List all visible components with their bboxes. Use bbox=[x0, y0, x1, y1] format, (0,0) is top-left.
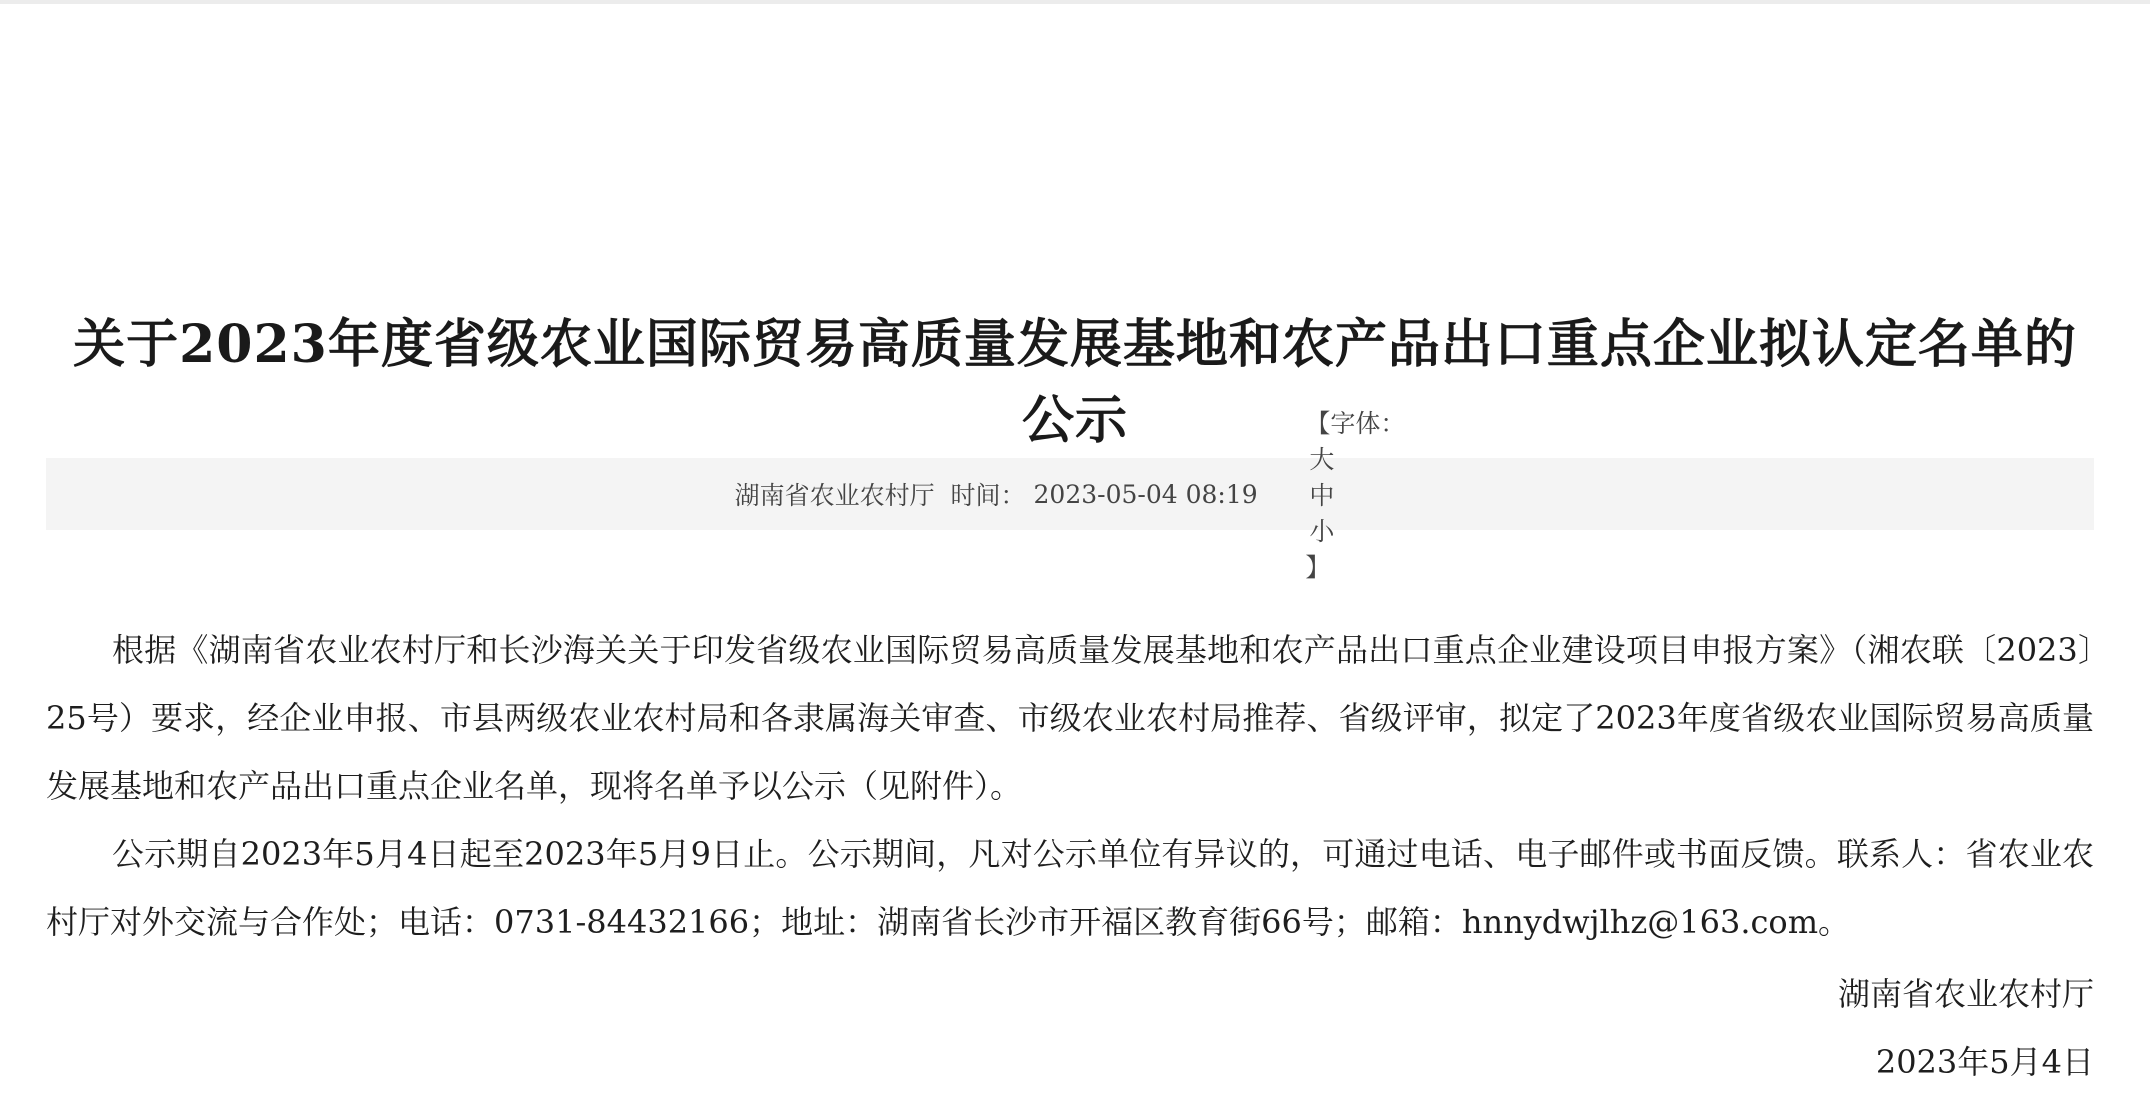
font-size-close: 】 bbox=[1305, 553, 1331, 582]
paragraph: 公示期自2023年5月4日起至2023年5月9日止。公示期间，凡对公示单位有异议的，可通过电话、电子邮件或书面反馈。联系人：省农业农村厅对外交流与合作处；电话：0731-84432166；地址：湖南省长沙市开福区教育街66号；邮箱：hnnydwjlhz@163.com。 bbox=[46, 835, 2094, 941]
article-meta-bar bbox=[46, 409, 2094, 582]
top-divider bbox=[0, 0, 2150, 4]
font-size-selector bbox=[1274, 375, 1406, 613]
publish-time: 2023-05-04 08:19 bbox=[1033, 479, 1258, 509]
font-size-small-button[interactable]: 小 bbox=[1309, 517, 1335, 546]
source-label: 湖南省农业农村厅 bbox=[734, 481, 935, 510]
article-body bbox=[46, 616, 2094, 956]
signature-block bbox=[1838, 960, 2094, 1096]
time-label: 时间： bbox=[950, 481, 1026, 510]
font-size-large-button[interactable]: 大 bbox=[1309, 445, 1335, 474]
page-title: 关于2023年度省级农业国际贸易高质量发展基地和农产品出口重点企业拟认定名单的公示 bbox=[73, 313, 2077, 451]
signature-org: 湖南省农业农村厅 bbox=[1837, 975, 2094, 1013]
paragraph: 根据《湖南省农业农村厅和长沙海关关于印发省级农业国际贸易高质量发展基地和农产品出口重点企业建设项目申报方案》（湘农联〔2023〕25号）要求，经企业申报、市县两级农业农村局和各隶属海关审查、市级农业农村局推荐、省级评审，拟定了2023年度省级农业国际贸易高质量发展基地和农产品出口重点企业名单，现将名单予以公示（见附件）。 bbox=[46, 631, 2094, 805]
font-size-medium-button[interactable]: 中 bbox=[1309, 481, 1335, 510]
font-size-label: 【字体： bbox=[1305, 409, 1406, 438]
signature-date: 2023年5月4日 bbox=[1875, 1043, 2094, 1081]
